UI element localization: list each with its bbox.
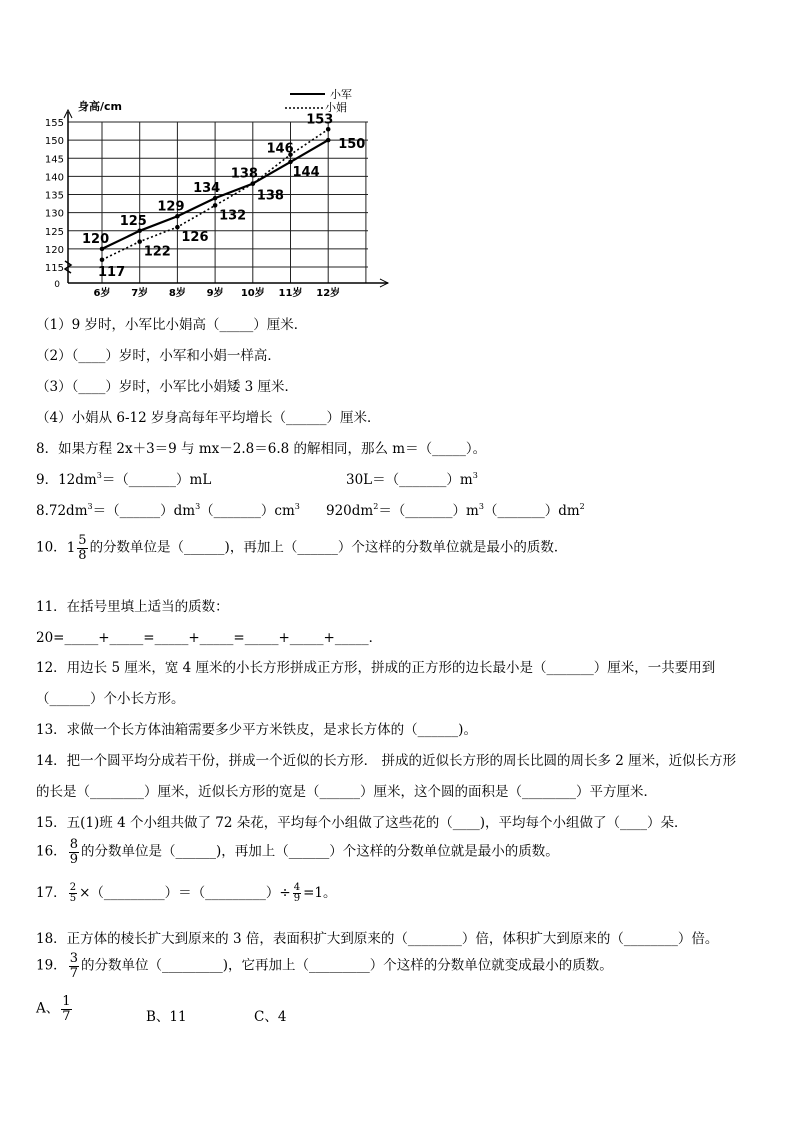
data-label-xiaojun: 125 <box>119 213 147 229</box>
point-xiaojun <box>213 196 218 201</box>
question-13: 13．求做一个长方体油箱需要多少平方米铁皮，是求长方体的（______)。 <box>36 722 477 738</box>
y-tick-label: 140 <box>44 172 64 184</box>
x-tick-label: 7岁 <box>131 288 149 299</box>
point-xiaojuan <box>213 203 218 208</box>
data-label-xiaojun: 129 <box>157 199 185 215</box>
point-xiaojun <box>288 160 293 165</box>
data-label-xiaojun: 144 <box>292 164 320 180</box>
data-label-xiaojuan: 153 <box>306 112 334 128</box>
point-xiaojun <box>326 138 331 143</box>
question-9-d: $920dm^2=(\_\_\_\_\_\_\_)m^3(\_\_\_\_\_\_\_)dm^2$ <box>326 502 585 519</box>
y-tick-label: 115 <box>44 263 64 274</box>
y-tick-label: 120 <box>44 244 64 256</box>
question-8: 8．如果方程 2x＋3＝9 与 mx－2.8＝6.8 的解相同，那么 m＝（_____）。 <box>36 441 487 457</box>
point-xiaojuan <box>175 225 180 230</box>
question-9-c: $8.72dm^3=(\_\_\_\_\_\_)dm^3(\_\_\_\_\_\_\_)cm^3$ <box>36 502 300 519</box>
legend-label-xiaojun: 小军 <box>330 88 352 101</box>
question-12-line1: 12．用边长 5 厘米，宽 4 厘米的小长方形拼成正方形，拼成的正方形的边长最小是（_______）厘米，一共要用到 <box>36 660 716 676</box>
data-label-xiaojuan: 138 <box>256 188 284 204</box>
point-xiaojun <box>137 228 142 233</box>
y-tick-label: 135 <box>44 190 64 202</box>
point-xiaojun <box>175 214 180 219</box>
data-label-xiaojuan: 122 <box>143 244 171 260</box>
question-15: 15．五(1)班 4 个小组共做了 72 朵花，平均每个小组做了这些花的（____)，平均每个小组做了（____）朵． <box>36 815 688 831</box>
question-11-equation: 20=_____+_____=_____+_____=_____+_____+_____． <box>36 630 383 646</box>
x-tick-label: 12岁 <box>316 288 341 299</box>
q7-sub2: （2）（____）岁时，小军和小娟一样高． <box>36 348 281 364</box>
data-label-xiaojuan: 117 <box>98 264 126 280</box>
y-tick-label: 130 <box>44 208 64 220</box>
question-18: 18．正方体的棱长扩大到原来的 3 倍，表面积扩大到原来的（________）倍，体积扩大到原来的（________）倍。 <box>36 931 719 947</box>
question-14-line1: 14．把一个圆平均分成若干份，拼成一个近似的长方形． 拼成的近似长方形的周长比圆的周长多 2 厘米，近似长方形 <box>36 753 737 769</box>
point-xiaojun <box>100 247 105 252</box>
x-tick-label: 6岁 <box>93 288 111 299</box>
x-tick-label: 8岁 <box>168 288 186 299</box>
option-c[interactable]: C、4 <box>254 1009 287 1025</box>
question-10: 10． 1 $\frac{5}{8}$ 的分数单位是（______)，再加上（______）个这样的分数单位就是最小的质数． <box>36 533 568 563</box>
question-19: 19． $\frac{3}{7}$ 的分数单位（_________)，它再加上（_________）个这样的分数单位就变成最小的质数。 <box>36 951 613 981</box>
data-label-xiaojuan: 146 <box>266 141 294 157</box>
data-label-xiaojun: 120 <box>82 231 110 247</box>
origin-label: 0 <box>54 280 60 290</box>
x-tick-label: 11岁 <box>278 288 303 299</box>
data-label-xiaojuan: 126 <box>181 230 209 246</box>
option-b[interactable]: B、11 <box>146 1009 187 1025</box>
question-11: 11．在括号里填上适当的质数： <box>36 599 229 615</box>
question-9-a: 9．$12dm^3=(\_\_\_\_\_\_\_)mL$ <box>36 471 212 488</box>
question-12-line2: （______）个小长方形。 <box>36 691 185 707</box>
x-tick-label: 9岁 <box>206 288 224 299</box>
question-17: 17． $\frac{2}{5}$ ×（_________）＝（_________）÷ $\frac{4}{9}$ =1。 <box>36 881 337 904</box>
data-label-xiaojun: 138 <box>230 166 258 182</box>
q7-sub3: （3）（____）岁时，小军比小娟矮 3 厘米． <box>36 379 299 395</box>
y-tick-label: 155 <box>44 118 64 129</box>
question-16: 16． $\frac{8}{9}$ 的分数单位是（______)，再加上（______）个这样的分数单位就是最小的质数。 <box>36 837 559 867</box>
question-14-line2: 的长是（________）厘米，近似长方形的宽是（______）厘米，这个圆的面积是（________）平方厘米． <box>36 784 657 800</box>
data-label-xiaojun: 150 <box>338 137 366 153</box>
data-label-xiaojuan: 132 <box>219 208 247 224</box>
option-a[interactable]: A、 $\frac{1}{7}$ <box>36 994 71 1024</box>
q7-sub4: （4）小娟从 6-12 岁身高每年平均增长（______）厘米． <box>36 410 381 426</box>
height-line-chart <box>40 80 400 305</box>
x-tick-label: 10岁 <box>240 288 265 299</box>
data-label-xiaojun: 134 <box>193 181 221 197</box>
point-xiaojuan <box>251 181 256 186</box>
legend-label-xiaojuan: 小娟 <box>325 101 347 114</box>
q7-sub1: （1）9 岁时，小军比小娟高（_____）厘米． <box>36 317 308 333</box>
y-tick-label: 125 <box>44 226 64 238</box>
point-xiaojuan <box>100 257 105 262</box>
y-tick-label: 145 <box>44 154 64 166</box>
y-tick-label: 150 <box>44 136 64 148</box>
point-xiaojuan <box>326 127 331 132</box>
y-axis-label: 身高/cm <box>78 100 122 113</box>
question-9-b: $30L=(\_\_\_\_\_\_\_)m^3$ <box>346 471 478 488</box>
point-xiaojuan <box>137 239 142 244</box>
